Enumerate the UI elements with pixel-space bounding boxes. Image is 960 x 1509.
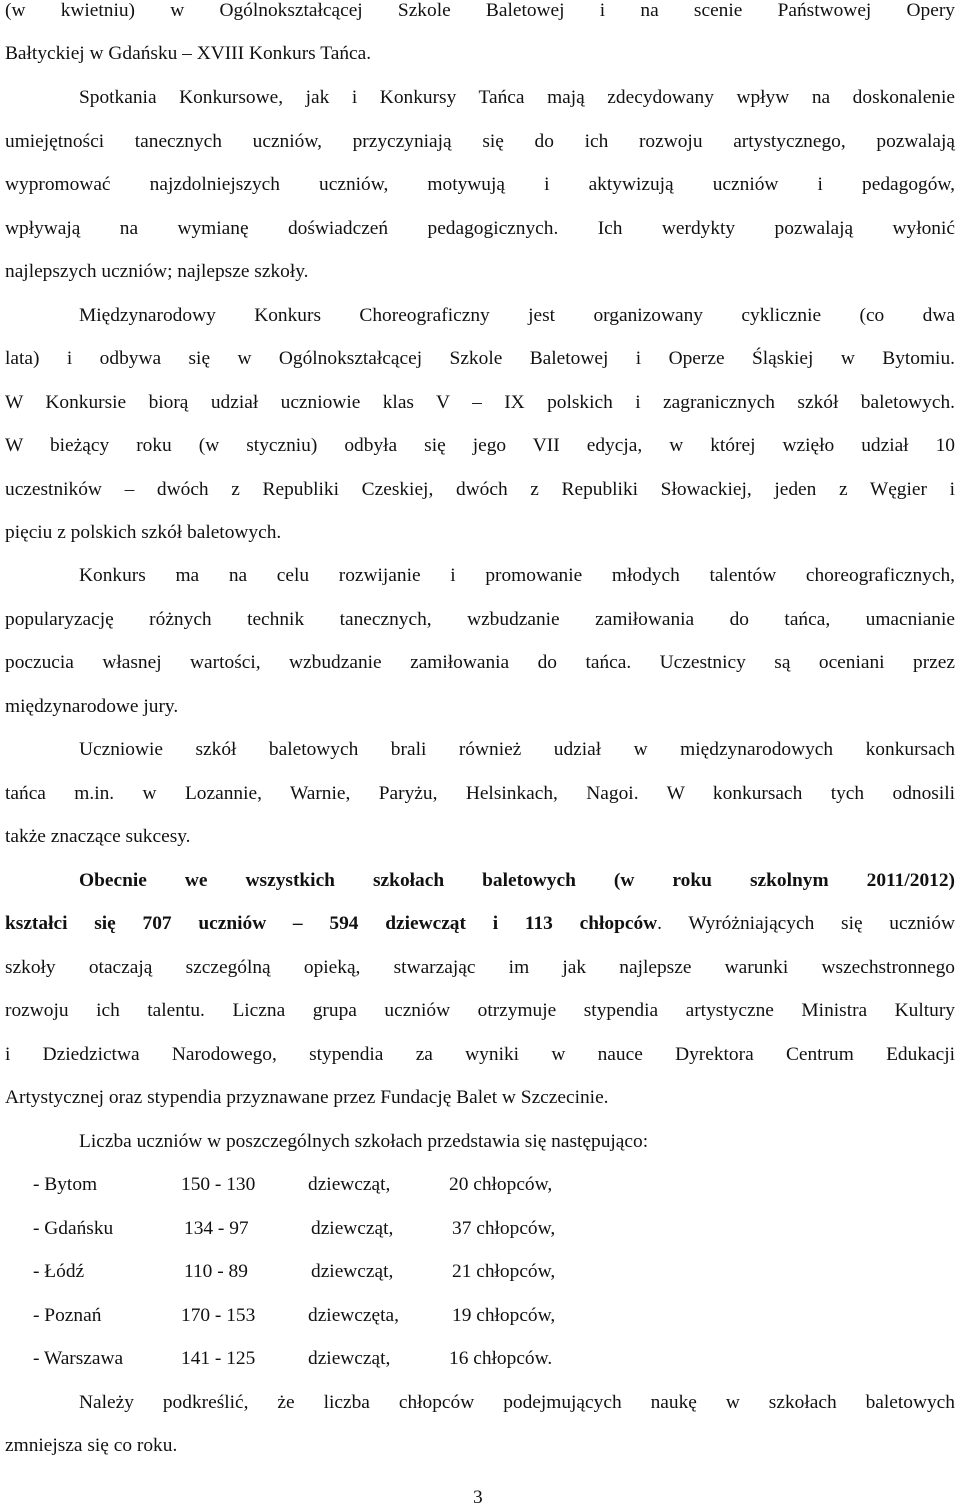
school-boys: 20 chłopców, — [449, 1174, 553, 1195]
school-boys: 37 chłopców, — [452, 1218, 556, 1239]
school-girls: dziewcząt, — [311, 1218, 394, 1239]
list-intro: Liczba uczniów w poszczególnych szkołach przedstawia się następująco: — [79, 1131, 649, 1152]
school-counts: 170 - 153 — [181, 1305, 256, 1326]
paragraph-line: Spotkania Konkursowe, jak i Konkursy Tańca mają zdecydowany wpływ na doskonalenie — [79, 87, 955, 108]
school-city: - Gdańsku — [33, 1218, 114, 1239]
page-number: 3 — [473, 1487, 483, 1508]
paragraph-line: Należy podkreślić, że liczba chłopców podejmujących naukę w szkołach baletowych — [79, 1392, 955, 1413]
school-counts: 110 - 89 — [184, 1261, 248, 1282]
paragraph-line: Bałtyckiej w Gdańsku – XVIII Konkurs Tańca. — [5, 43, 372, 64]
paragraph-line: wypromować najzdolniejszych uczniów, motywują i aktywizują uczniów i pedagogów, — [5, 174, 955, 195]
school-boys: 16 chłopców. — [449, 1348, 553, 1369]
paragraph-line: wpływają na wymianę doświadczeń pedagogicznych. Ich werdykty pozwalają wyłonić — [5, 218, 955, 239]
paragraph-line: Artystycznej oraz stypendia przyznawane przez Fundację Balet w Szczecinie. — [5, 1087, 609, 1108]
paragraph-line — [5, 913, 955, 935]
paragraph-line: uczestników – dwóch z Republiki Czeskiej, dwóch z Republiki Słowackiej, jeden z Węgier i — [5, 479, 955, 500]
paragraph-line: W bieżący roku (w styczniu) odbyła się jego VII edycja, w której wzięło udział 10 — [5, 435, 955, 456]
paragraph-line: Konkurs ma na celu rozwijanie i promowanie młodych talentów choreograficznych, — [79, 565, 955, 586]
school-counts: 134 - 97 — [184, 1218, 249, 1239]
paragraph-line: pięciu z polskich szkół baletowych. — [5, 522, 282, 543]
school-boys: 21 chłopców, — [452, 1261, 556, 1282]
school-counts: 150 - 130 — [181, 1174, 256, 1195]
paragraph-line: i Dziedzictwa Narodowego, stypendia za wyniki w nauce Dyrektora Centrum Edukacji — [5, 1044, 955, 1065]
school-boys: 19 chłopców, — [452, 1305, 556, 1326]
paragraph-line: tańca m.in. w Lozannie, Warnie, Paryżu, Helsinkach, Nagoi. W konkursach tych odnosili — [5, 783, 955, 804]
paragraph-line: umiejętności tanecznych uczniów, przyczyniają się do ich rozwoju artystycznego, pozwalają — [5, 131, 955, 152]
paragraph-line: Uczniowie szkół baletowych brali również udział w międzynarodowych konkursach — [79, 739, 955, 760]
paragraph-line: (w kwietniu) w Ogólnokształcącej Szkole Baletowej i na scenie Państwowej Opery — [5, 0, 955, 21]
paragraph-line: poczucia własnej wartości, wzbudzanie zamiłowania do tańca. Uczestnicy są oceniani przez — [5, 652, 955, 673]
school-girls: dziewcząt, — [308, 1174, 391, 1195]
paragraph-line: W Konkursie biorą udział uczniowie klas V – IX polskich i zagranicznych szkół baletowych. — [5, 392, 955, 413]
paragraph-line: Międzynarodowy Konkurs Choreograficzny jest organizowany cyklicznie (co dwa — [79, 305, 955, 326]
school-city: - Poznań — [33, 1305, 102, 1326]
school-girls: dziewcząt, — [311, 1261, 394, 1282]
bold-statistic: kształci się 707 uczniów – 594 dziewcząt i 113 chłopców — [5, 913, 658, 934]
paragraph-line: rozwoju ich talentu. Liczna grupa uczniów otrzymuje stypendia artystyczne Ministra Kultury — [5, 1000, 955, 1021]
paragraph-text: . Wyróżniających się uczniów — [657, 913, 955, 934]
paragraph-line: najlepszych uczniów; najlepsze szkoły. — [5, 261, 309, 282]
school-counts: 141 - 125 — [181, 1348, 256, 1369]
school-city: - Łódź — [33, 1261, 85, 1282]
school-city: - Bytom — [33, 1174, 98, 1195]
bold-paragraph-line: Obecnie we wszystkich szkołach baletowych (w roku szkolnym 2011/2012) — [79, 870, 955, 891]
school-girls: dziewcząt, — [308, 1348, 391, 1369]
paragraph-line: także znaczące sukcesy. — [5, 826, 191, 847]
paragraph-line: popularyzację różnych technik tanecznych, wzbudzanie zamiłowania do tańca, umacnianie — [5, 609, 955, 630]
school-girls: dziewczęta, — [308, 1305, 399, 1326]
paragraph-line: międzynarodowe jury. — [5, 696, 179, 717]
paragraph-line: szkoły otaczają szczególną opieką, stwarzając im jak najlepsze warunki wszechstronnego — [5, 957, 955, 978]
paragraph-line: lata) i odbywa się w Ogólnokształcącej Szkole Baletowej i Operze Śląskiej w Bytomiu. — [5, 348, 955, 369]
school-city: - Warszawa — [33, 1348, 124, 1369]
paragraph-line: zmniejsza się co roku. — [5, 1435, 178, 1456]
